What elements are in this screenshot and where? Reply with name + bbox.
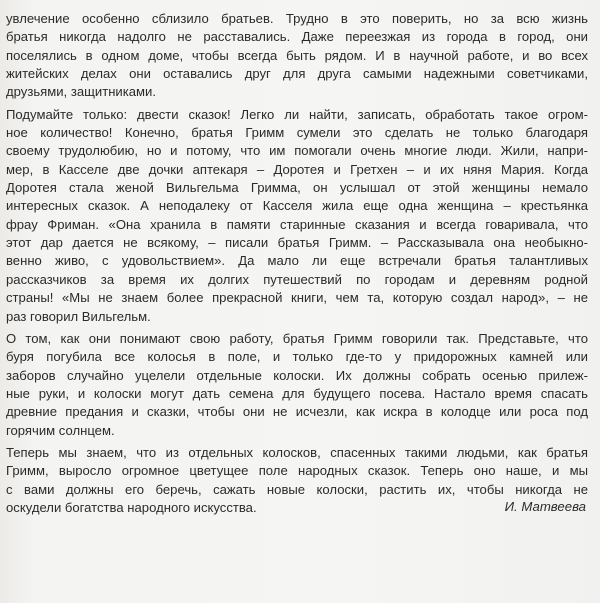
- text-line: интересных сказок. А неподалеку от Касселя жила еще одна женщина – крестьянка: [6, 198, 588, 214]
- author-signature: И. Матвеева: [504, 499, 586, 514]
- text-line: друзьями, защитниками.: [6, 84, 156, 100]
- text-line: Доротея стала женой Вильгельма Гримма, он услышал от этой женщины немало: [6, 180, 588, 196]
- text-line: страны! «Мы не знаем более прекрасной книги, чем та, которую создал народ», – не: [6, 290, 588, 306]
- paragraph-4: [6, 444, 588, 517]
- text-line: Подумайте только: двести сказок! Легко ли найти, записать, обработать такое огром-: [6, 106, 588, 122]
- text-line: венно живо, с удовольствием». Да мало ли еще встречали братья талантливых: [6, 253, 588, 269]
- text-line: Теперь мы знаем, что из отдельных колосков, спасенных такими людьми, как братья: [6, 444, 588, 460]
- text-line: поселялись в одном доме, чтобы всегда быть рядом. И в научной работе, и во всех: [6, 47, 588, 63]
- text-line: Гримм, выросло огромное цветущее поле народных сказок. Теперь оно наше, и мы: [6, 463, 588, 479]
- text-line: заборов случайно уцелели отдельные колоски. Их должны собрать осенью прилеж-: [6, 367, 588, 383]
- paragraph-1: [6, 10, 588, 102]
- paragraph-2: [6, 106, 588, 326]
- text-line: древние предания и сказки, чтобы они не исчезли, как искра в колодце или роса под: [6, 404, 588, 420]
- text-line: братья никогда надолго не расставались. Даже переезжая из города в город, они: [6, 29, 588, 45]
- text-line: оскудели богатства народного искусства.: [6, 499, 257, 515]
- text-line: горячим солнцем.: [6, 422, 115, 438]
- text-line: с вами должны его беречь, сажать новые колоски, растить их, чтобы никогда не: [6, 481, 588, 497]
- text-line: увлечение особенно сблизило братьев. Трудно в это поверить, но за всю жизнь: [6, 11, 588, 26]
- text-line: фрау Фриман. «Она хранила в памяти старинные сказания и всегда говаривала, что: [6, 216, 588, 232]
- text-line: ные руки, и колоски могут дать семена для будущего посева. Настало время спасать: [6, 385, 588, 401]
- text-line: своему трудолюбию, но и потому, что им помогали очень многие люди. Жили, напри-: [6, 143, 588, 159]
- text-line: житейских делах они оставались друг для друга самыми надежными советчиками,: [6, 66, 588, 82]
- text-line: раз говорил Вильгельм.: [6, 308, 151, 324]
- text-line: мер, в Касселе две дочки аптекаря – Доротея и Гретхен – и их няня Мария. Когда: [6, 161, 588, 177]
- text-line: рассказчиков за время их долгих путешествий по городам и деревням родной: [6, 271, 588, 287]
- text-line: буря погубила все колосья в поле, и только где-то у придорожных камней или: [6, 349, 588, 365]
- text-line: этот дар дается не всякому, – писали братья Гримм. – Рассказывала она необыкно-: [6, 235, 588, 251]
- text-line: О том, как они понимают свою работу, братья Гримм говорили так. Представьте, что: [6, 330, 588, 346]
- text-line: ное количество! Конечно, братья Гримм сумели это сделать не только благодаря: [6, 125, 588, 141]
- article-text: [6, 10, 588, 521]
- paragraph-3: [6, 330, 588, 440]
